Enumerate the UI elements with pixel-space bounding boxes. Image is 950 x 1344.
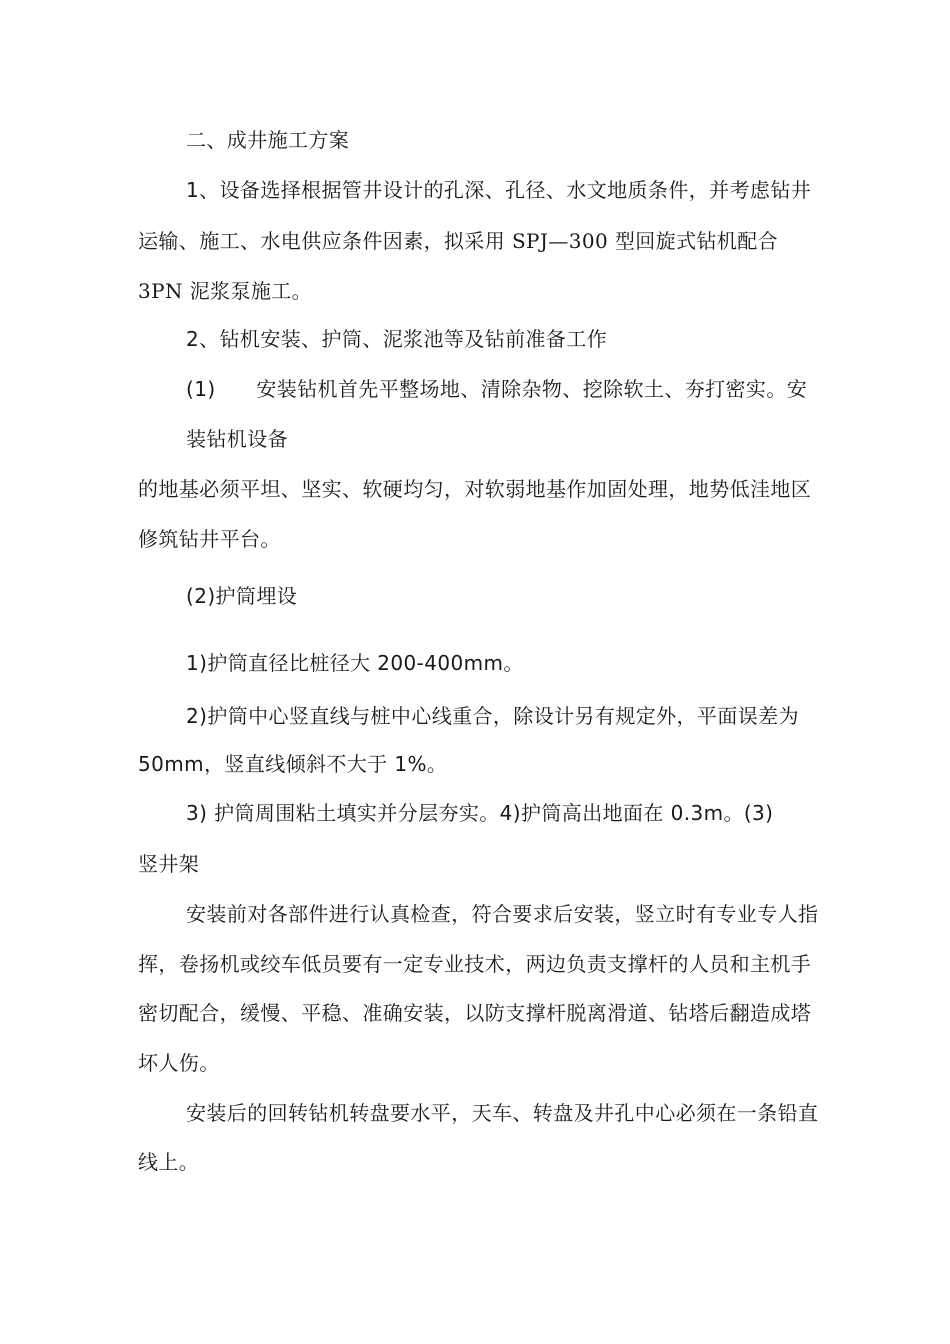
paragraph-line: 安装前对各部件进行认真检查，符合要求后安装，竖立时有专业专人指	[186, 902, 819, 926]
paragraph-line: 1、设备选择根据管井设计的孔深、孔径、水文地质条件，并考虑钻井	[186, 178, 812, 202]
list-item: 3) 护筒周围粘土填实并分层夯实。4)护筒高出地面在 0.3m。(3)	[186, 801, 774, 825]
paragraph-line: 线上。	[138, 1150, 200, 1174]
paragraph-line: 安装后的回转钻机转盘要水平，天车、转盘及井孔中心必须在一条铅直	[186, 1101, 819, 1125]
list-item: 2)护筒中心竖直线与桩中心线重合，除设计另有规定外，平面误差为	[186, 704, 799, 728]
paragraph-line: 密切配合，缓慢、平稳、准确安装，以防支撑杆脱离滑道、钻塔后翻造成塔	[138, 1001, 812, 1025]
subheading: (2)护筒埋设	[186, 584, 298, 608]
paragraph-line: 的地基必须平坦、坚实、软硬均匀，对软弱地基作加固处理，地势低洼地区	[138, 477, 812, 501]
section-heading: 二、成井施工方案	[186, 128, 350, 152]
paragraph-line: 挥，卷扬机或绞车低员要有一定专业技术，两边负责支撑杆的人员和主机手	[138, 952, 812, 976]
paragraph-line: (1) 安装钻机首先平整场地、清除杂物、挖除软土、夯打密实。安	[186, 377, 808, 401]
paragraph-line: 装钻机设备	[186, 427, 288, 451]
paragraph-line: 3PN 泥浆泵施工。	[138, 279, 313, 303]
paragraph-line: 坏人伤。	[138, 1051, 220, 1075]
list-item: 1)护筒直径比桩径大 200-400mm。	[186, 651, 524, 675]
list-item: 50mm，竖直线倾斜不大于 1%。	[138, 752, 448, 776]
paragraph-line: 运输、施工、水电供应条件因素，拟采用 SPJ—300 型回旋式钻机配合	[138, 229, 779, 253]
subheading: 2、钻机安装、护筒、泥浆池等及钻前准备工作	[186, 327, 608, 351]
subheading: 竖井架	[138, 852, 200, 876]
paragraph-line: 修筑钻井平台。	[138, 527, 281, 551]
